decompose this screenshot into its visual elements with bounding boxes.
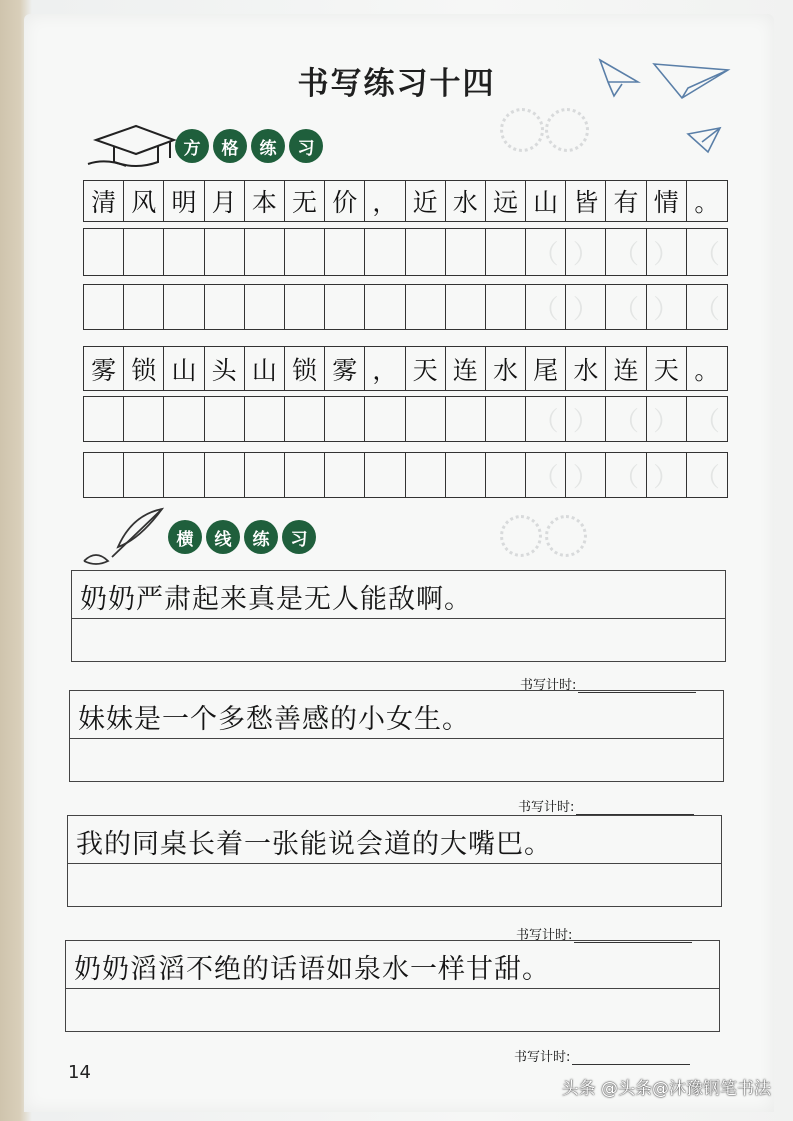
example-sentence: 奶奶严肃起来真是无人能敌啊。 xyxy=(80,584,472,615)
grid-cell: 清 xyxy=(84,181,124,221)
line-divider xyxy=(70,738,723,739)
grid-cell[interactable]: ） xyxy=(647,285,687,329)
decor-circle-4 xyxy=(545,515,587,557)
label-char: 线 xyxy=(206,520,240,554)
grid-row-example-1 xyxy=(83,180,728,222)
grid-cell: ， xyxy=(365,347,405,390)
grid-cell[interactable]: ） xyxy=(647,397,687,441)
grid-cell[interactable] xyxy=(486,453,526,497)
grid-cell[interactable]: （ xyxy=(606,229,646,275)
writing-lines-3[interactable] xyxy=(67,815,722,907)
timer-label: 书写计时: xyxy=(520,678,577,693)
grid-cell: 锁 xyxy=(285,347,325,390)
grid-cell[interactable] xyxy=(325,229,365,275)
timer-blank[interactable] xyxy=(576,802,694,815)
grid-cell[interactable]: （ xyxy=(526,397,566,441)
grid-cell: 。 xyxy=(694,188,720,217)
grid-cell[interactable] xyxy=(406,229,446,275)
grid-cell: 山 xyxy=(164,347,204,390)
grid-cell: 。 xyxy=(694,355,720,385)
label-char: 练 xyxy=(251,129,285,163)
grid-cell[interactable] xyxy=(84,453,124,497)
grid-cell[interactable]: （ xyxy=(693,239,720,270)
label-char: 格 xyxy=(213,129,247,163)
grid-cell[interactable] xyxy=(446,285,486,329)
grid-cell[interactable] xyxy=(285,397,325,441)
grid-cell[interactable]: ） xyxy=(566,285,606,329)
grid-cell[interactable] xyxy=(406,397,446,441)
grid-cell[interactable] xyxy=(205,397,245,441)
label-char: 练 xyxy=(244,520,278,554)
grid-cell[interactable] xyxy=(365,229,405,275)
example-sentence: 奶奶滔滔不绝的话语如泉水一样甘甜。 xyxy=(74,954,550,985)
section-label-grid-practice xyxy=(175,129,323,163)
label-char: 横 xyxy=(168,520,202,554)
grid-cell[interactable]: （ xyxy=(606,285,646,329)
grid-cell[interactable] xyxy=(365,285,405,329)
page-number: 14 xyxy=(68,1062,91,1083)
timer-label: 书写计时: xyxy=(514,1050,571,1065)
grid-cell: 连 xyxy=(446,347,486,390)
label-char: 习 xyxy=(289,129,323,163)
grid-cell: 近 xyxy=(406,181,446,221)
grid-cell[interactable] xyxy=(164,453,204,497)
grid-cell[interactable]: ） xyxy=(566,229,606,275)
grid-cell[interactable]: （ xyxy=(606,397,646,441)
grid-cell: 连 xyxy=(606,347,646,390)
writing-lines-2[interactable] xyxy=(69,690,724,782)
grid-cell: 水 xyxy=(486,347,526,390)
grid-row-practice-3[interactable] xyxy=(83,396,728,442)
grid-cell[interactable] xyxy=(365,397,405,441)
grid-cell[interactable] xyxy=(245,229,285,275)
grid-cell[interactable] xyxy=(446,229,486,275)
grid-cell: 山 xyxy=(245,347,285,390)
writing-lines-1[interactable] xyxy=(71,570,726,662)
grid-cell[interactable] xyxy=(325,285,365,329)
grid-cell[interactable]: ） xyxy=(566,397,606,441)
grid-cell[interactable] xyxy=(124,229,164,275)
grid-cell[interactable] xyxy=(124,285,164,329)
grid-cell: 无 xyxy=(285,181,325,221)
grid-cell[interactable] xyxy=(84,397,124,441)
writing-timer-2 xyxy=(518,796,694,815)
grid-cell[interactable]: （ xyxy=(606,453,646,497)
grid-cell[interactable]: ） xyxy=(566,453,606,497)
grid-cell[interactable] xyxy=(486,285,526,329)
grid-cell[interactable]: ） xyxy=(647,453,687,497)
label-char: 习 xyxy=(282,520,316,554)
decor-circle-1 xyxy=(500,108,544,152)
grid-cell[interactable] xyxy=(164,397,204,441)
writing-timer-4 xyxy=(514,1046,690,1065)
grid-cell: 皆 xyxy=(566,181,606,221)
grid-cell: ， xyxy=(365,181,405,221)
grid-cell[interactable]: （ xyxy=(526,453,566,497)
grid-cell[interactable] xyxy=(164,229,204,275)
grid-cell: 头 xyxy=(205,347,245,390)
grid-cell[interactable] xyxy=(205,453,245,497)
grid-cell[interactable] xyxy=(124,453,164,497)
grid-cell: 尾 xyxy=(526,347,566,390)
line-divider xyxy=(72,618,725,619)
label-char: 方 xyxy=(175,129,209,163)
page-title: 书写练习十四 xyxy=(297,66,496,102)
grid-cell: 水 xyxy=(566,347,606,390)
grid-cell[interactable] xyxy=(365,453,405,497)
timer-label: 书写计时: xyxy=(516,928,573,943)
grid-row-practice-2[interactable] xyxy=(83,284,728,330)
decor-circle-2 xyxy=(545,108,589,152)
grid-cell[interactable] xyxy=(205,229,245,275)
grid-cell: 本 xyxy=(245,181,285,221)
grid-cell: 有 xyxy=(606,181,646,221)
feather-quill-icon xyxy=(82,505,172,567)
grid-cell: 天 xyxy=(647,347,687,390)
grid-cell[interactable] xyxy=(446,453,486,497)
grid-cell: 天 xyxy=(406,347,446,390)
line-divider xyxy=(68,863,721,864)
grid-cell[interactable] xyxy=(325,453,365,497)
grid-cell[interactable] xyxy=(164,285,204,329)
timer-blank[interactable] xyxy=(572,1052,690,1065)
grid-cell: 月 xyxy=(205,181,245,221)
grid-cell[interactable]: （ xyxy=(693,406,720,437)
grid-cell[interactable] xyxy=(406,285,446,329)
grid-cell[interactable] xyxy=(84,285,124,329)
grid-cell[interactable] xyxy=(446,397,486,441)
example-sentence: 妹妹是一个多愁善感的小女生。 xyxy=(78,704,470,735)
grid-cell[interactable] xyxy=(245,453,285,497)
grid-row-example-2 xyxy=(83,346,728,391)
grid-cell[interactable] xyxy=(325,397,365,441)
watermark: 头条 @头条@沐豫钢笔书法 xyxy=(561,1079,771,1099)
grid-cell[interactable] xyxy=(285,229,325,275)
grid-cell: 价 xyxy=(325,181,365,221)
grid-cell: 山 xyxy=(526,181,566,221)
grid-cell[interactable]: （ xyxy=(526,229,566,275)
grid-cell: 风 xyxy=(124,181,164,221)
grid-cell[interactable] xyxy=(205,285,245,329)
writing-lines-4[interactable] xyxy=(65,940,720,1032)
grid-cell[interactable] xyxy=(406,453,446,497)
grid-cell[interactable] xyxy=(245,397,285,441)
grid-cell[interactable]: （ xyxy=(693,294,720,325)
grid-cell: 雾 xyxy=(84,347,124,390)
line-divider xyxy=(66,988,719,989)
grid-cell[interactable]: （ xyxy=(693,462,720,493)
grid-row-practice-4[interactable] xyxy=(83,452,728,498)
grid-cell: 雾 xyxy=(325,347,365,390)
grid-cell[interactable]: ） xyxy=(647,229,687,275)
grid-cell[interactable] xyxy=(84,229,124,275)
grid-cell: 水 xyxy=(446,181,486,221)
grid-cell[interactable] xyxy=(486,229,526,275)
grid-cell[interactable] xyxy=(124,397,164,441)
grid-cell: 锁 xyxy=(124,347,164,390)
grid-cell: 明 xyxy=(164,181,204,221)
grid-cell: 情 xyxy=(647,181,687,221)
decor-circle-3 xyxy=(500,515,542,557)
grid-cell[interactable] xyxy=(245,285,285,329)
graduation-cap-icon xyxy=(86,122,178,172)
section-label-line-practice xyxy=(168,520,316,554)
example-sentence: 我的同桌长着一张能说会道的大嘴巴。 xyxy=(76,829,552,860)
grid-cell[interactable] xyxy=(486,397,526,441)
grid-cell[interactable]: （ xyxy=(526,285,566,329)
grid-cell: 远 xyxy=(486,181,526,221)
grid-cell[interactable] xyxy=(285,453,325,497)
timer-label: 书写计时: xyxy=(518,800,575,815)
grid-row-practice-1[interactable] xyxy=(83,228,728,276)
grid-cell[interactable] xyxy=(285,285,325,329)
